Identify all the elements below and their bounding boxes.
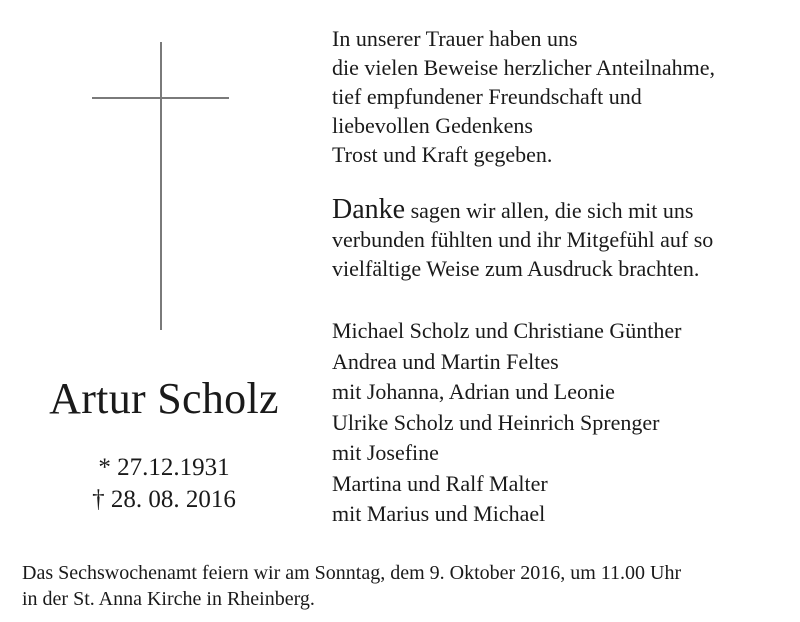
thanks-line: verbunden fühlten und ihr Mitgefühl auf so (332, 227, 714, 252)
intro-line: liebevollen Gedenkens (332, 113, 533, 138)
mourner-line: mit Johanna, Adrian und Leonie (332, 379, 615, 404)
footer-line: in der St. Anna Kirche in Rheinberg. (22, 588, 315, 610)
cross-icon (92, 42, 230, 332)
life-dates (0, 452, 328, 516)
birth-date: * 27.12.1931 (98, 454, 230, 481)
intro-line: tief empfundener Freundschaft und (332, 84, 642, 109)
mourner-line: Andrea und Martin Feltes (332, 348, 559, 374)
thanks-line-rest: sagen wir allen, die sich mit uns (405, 198, 694, 223)
intro-line: In unserer Trauer haben uns (332, 26, 578, 51)
thanks-line (332, 195, 800, 225)
mourner-line: Ulrike Scholz und Heinrich Sprenger (332, 409, 660, 435)
deceased-name: Artur Scholz (49, 374, 279, 423)
mourner-line: mit Josefine (332, 440, 439, 465)
thanks-line: vielfältige Weise zum Ausdruck brachten. (332, 256, 700, 281)
mourner-line: Martina und Ralf Malter (332, 470, 548, 496)
mourner-line: Michael Scholz und Christiane Günther (332, 318, 682, 343)
intro-text (332, 24, 800, 169)
intro-line: die vielen Beweise herzlicher Anteilnahme, (332, 55, 716, 80)
cross-horizontal-bar (92, 97, 229, 99)
death-date: † 28. 08. 2016 (92, 486, 236, 513)
thanks-text (332, 195, 800, 283)
footer-line: Das Sechswochenamt feiern wir am Sonntag, dem 9. Oktober 2016, um 11.00 Uhr (22, 562, 682, 584)
thanks-heading-word: Danke (332, 194, 406, 225)
mass-announcement (22, 560, 792, 612)
cross-vertical-bar (160, 42, 162, 330)
mourner-line: mit Marius und Michael (332, 501, 546, 526)
mourners-list (332, 316, 800, 530)
intro-line: Trost und Kraft gegeben. (332, 142, 553, 167)
